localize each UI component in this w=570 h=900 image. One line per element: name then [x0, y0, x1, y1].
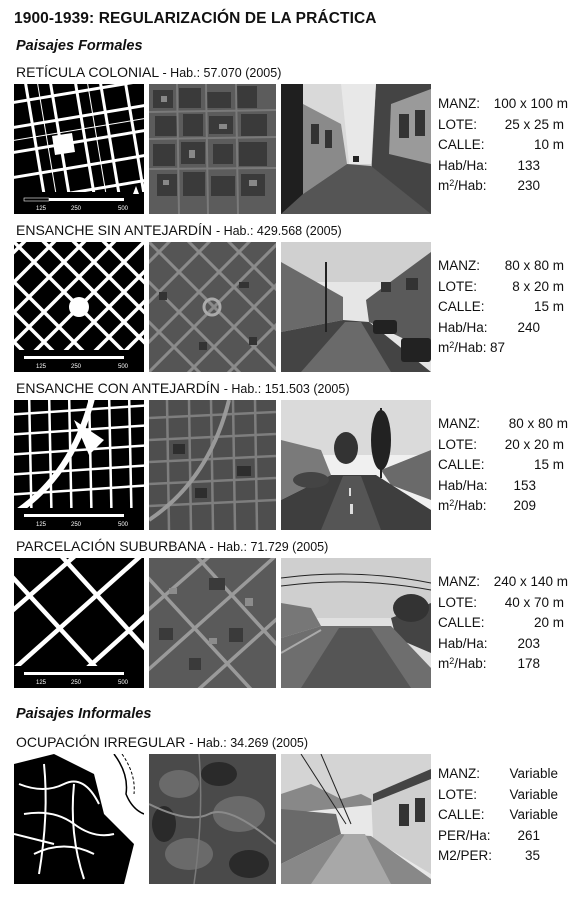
stat-label: MANZ: [438, 416, 480, 431]
stat-label: $m^2$/Hab: [438, 498, 487, 513]
stat-row [438, 826, 568, 847]
stat-label: PER/Ha: [438, 827, 491, 843]
stat-label: LOTE: [438, 116, 478, 132]
satellite-image [149, 754, 276, 884]
scale-label: 500 [118, 522, 129, 528]
section-stats [438, 764, 568, 867]
stat-label: CALLE: [438, 137, 485, 152]
stat-row [438, 176, 568, 197]
stat-label: LOTE: [438, 594, 478, 610]
stat-value: 20 m [533, 615, 564, 630]
stat-value: 133 [517, 157, 540, 173]
section-stats [438, 572, 568, 675]
stat-row [438, 277, 568, 298]
stat-row [438, 435, 568, 456]
stat-label: CALLE: [438, 807, 485, 822]
stat-row [438, 455, 568, 476]
section-name: OCUPACIÓN IRREGULAR [16, 734, 186, 750]
stat-row [438, 338, 568, 359]
stat-value: Variable [509, 786, 558, 802]
stat-label: $m^2$/Hab: [438, 340, 487, 355]
stat-row [438, 135, 568, 156]
stat-value: 153 [513, 477, 536, 493]
section-stats [438, 94, 568, 197]
scale-label: 125 [36, 522, 47, 528]
stat-label: LOTE: [438, 436, 478, 452]
scale-label: 250 [71, 206, 82, 212]
stat-row [438, 414, 568, 435]
stat-value: 80 x 80 m [504, 258, 564, 273]
section-habitants: - Hab.: 151.503 (2005) [223, 382, 350, 396]
stat-value: 203 [517, 635, 540, 651]
page-title: 1900-1939: REGULARIZACIÓN DE LA PRÁCTICA [14, 10, 377, 27]
stat-row [438, 115, 568, 136]
stat-value: 80 x 80 m [508, 416, 568, 431]
section-name: PARCELACIÓN SUBURBANA [16, 538, 206, 554]
street-grid-plan [14, 400, 144, 530]
section-name: ENSANCHE CON ANTEJARDÍN [16, 380, 220, 396]
stat-row [438, 318, 568, 339]
street-photo [281, 558, 431, 688]
stat-value: 8 x 20 m [512, 278, 564, 294]
stat-label: MANZ: [438, 574, 480, 589]
street-grid-plan [14, 754, 144, 884]
scale-label: 125 [36, 364, 47, 370]
scale-label: 125 [36, 206, 47, 212]
stat-label: LOTE: [438, 278, 478, 294]
stat-value: 100 x 100 m [493, 96, 568, 111]
stat-label: $m^2$/Hab: [438, 656, 487, 671]
stat-value: 15 m [533, 457, 564, 472]
section-habitants: - Hab.: 57.070 (2005) [162, 66, 282, 80]
street-photo [281, 242, 431, 372]
scale-label: 250 [71, 364, 82, 370]
stat-row [438, 634, 568, 655]
stat-row [438, 846, 568, 867]
stat-row [438, 785, 568, 806]
stat-row [438, 613, 568, 634]
section-name: ENSANCHE SIN ANTEJARDÍN [16, 222, 213, 238]
street-photo [281, 84, 431, 214]
stat-row [438, 156, 568, 177]
scale-label: 500 [118, 680, 129, 686]
stat-row [438, 764, 568, 785]
section-habitants: - Hab.: 71.729 (2005) [209, 540, 329, 554]
stat-value: 87 [489, 340, 505, 355]
scale-label: 500 [118, 206, 129, 212]
stat-label: Hab/Ha: [438, 157, 488, 173]
stat-label: CALLE: [438, 457, 485, 472]
stat-row [438, 593, 568, 614]
street-grid-plan [14, 558, 144, 688]
stat-row [438, 654, 568, 675]
scale-label: 125 [36, 680, 47, 686]
stat-value: 40 x 70 m [504, 594, 564, 610]
section-habitants: - Hab.: 429.568 (2005) [215, 224, 342, 238]
stat-label: CALLE: [438, 299, 485, 314]
stat-value: 10 m [533, 137, 564, 152]
stat-value: 20 x 20 m [504, 436, 564, 452]
stat-value: 15 m [533, 299, 564, 314]
stat-label: LOTE: [438, 786, 478, 802]
stat-label: M2/PER: [438, 848, 493, 863]
section-heading [16, 64, 281, 80]
scale-label: 250 [71, 680, 82, 686]
stat-label: MANZ: [438, 766, 480, 781]
scale-label: 250 [71, 522, 82, 528]
stat-row [438, 572, 568, 593]
section-heading [16, 222, 342, 238]
stat-value: 25 x 25 m [504, 116, 564, 132]
section-heading [16, 538, 328, 554]
stat-value: 261 [517, 827, 540, 843]
stat-value: 35 [524, 848, 540, 863]
scale-label: 500 [118, 364, 129, 370]
section-stats [438, 256, 568, 359]
stat-label: MANZ: [438, 258, 480, 273]
stat-value: 240 x 140 m [493, 574, 568, 589]
stat-label: Hab/Ha: [438, 319, 488, 335]
stat-label: CALLE: [438, 615, 485, 630]
stat-value: Variable [509, 807, 558, 822]
satellite-image [149, 400, 276, 530]
section-heading [16, 734, 308, 750]
satellite-image [149, 84, 276, 214]
stat-row [438, 496, 568, 517]
stat-row [438, 256, 568, 277]
formales-heading: Paisajes Formales [16, 38, 143, 54]
stat-label: Hab/Ha: [438, 477, 488, 493]
section-stats [438, 414, 568, 517]
stat-value: Variable [509, 766, 558, 781]
stat-row [438, 805, 568, 826]
street-grid-plan [14, 242, 144, 372]
street-photo [281, 754, 431, 884]
satellite-image [149, 558, 276, 688]
section-name: RETÍCULA COLONIAL [16, 64, 159, 80]
street-photo [281, 400, 431, 530]
stat-row [438, 94, 568, 115]
street-grid-plan [14, 84, 144, 214]
stat-row [438, 476, 568, 497]
informales-heading: Paisajes Informales [16, 706, 152, 722]
satellite-image [149, 242, 276, 372]
stat-label: $m^2$/Hab: [438, 178, 487, 193]
section-heading [16, 380, 349, 396]
stat-label: MANZ: [438, 96, 480, 111]
stat-row [438, 297, 568, 318]
stat-value: 240 [517, 319, 540, 335]
stat-value: 209 [513, 498, 536, 513]
stat-value: 230 [517, 178, 540, 193]
stat-value: 178 [517, 656, 540, 671]
stat-label: Hab/Ha: [438, 635, 488, 651]
section-habitants: - Hab.: 34.269 (2005) [189, 736, 309, 750]
